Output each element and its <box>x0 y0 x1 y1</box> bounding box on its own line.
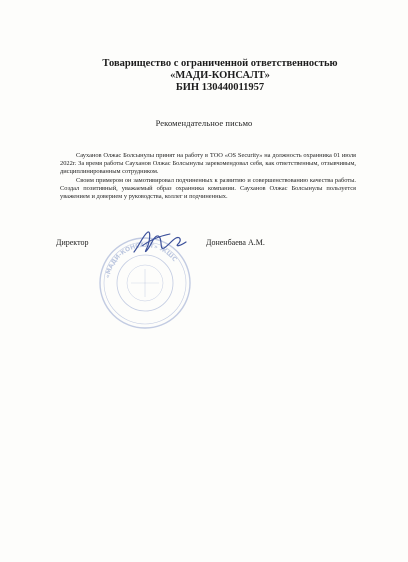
company-header <box>70 58 370 94</box>
company-bin-line: БИН 130440011957 <box>175 82 265 93</box>
handwritten-signature-icon <box>130 226 190 260</box>
company-name-line: «МАДИ-КОНСАЛТ» <box>170 70 270 81</box>
svg-text:«МАДИ-КОНСАЛТ» ЖШС: «МАДИ-КОНСАЛТ» ЖШС <box>104 241 179 279</box>
signature-row <box>56 238 356 258</box>
signatory-name: Доненбаева А.М. <box>206 238 265 247</box>
letter-body <box>60 152 356 203</box>
signatory-role: Директор <box>56 238 89 247</box>
company-form-line: Товарищество с ограниченной ответственностью <box>102 58 338 69</box>
letter-title: Рекомендательное письмо <box>155 118 253 128</box>
letter-paragraph-2: Своим примером он замотивировал подчиненных к развитию и совершенствованию качества работы. Создал позитивный, уважаемый образ охранника компании. Сауханов Олжас Болсынулы пользуется уважением и доверием у руководства, коллег и подчиненных. <box>60 177 356 200</box>
letter-paragraph-1: Сауханов Олжас Болсынулы принят на работу в ТОО «OS Security» на должность охранника 01 июля 2022г. За время работы Сауханов Олжас Болсынулы зарекомендовал себя, как ответственным, отзывчивым, дисциплинированным сотрудником. <box>60 152 356 175</box>
